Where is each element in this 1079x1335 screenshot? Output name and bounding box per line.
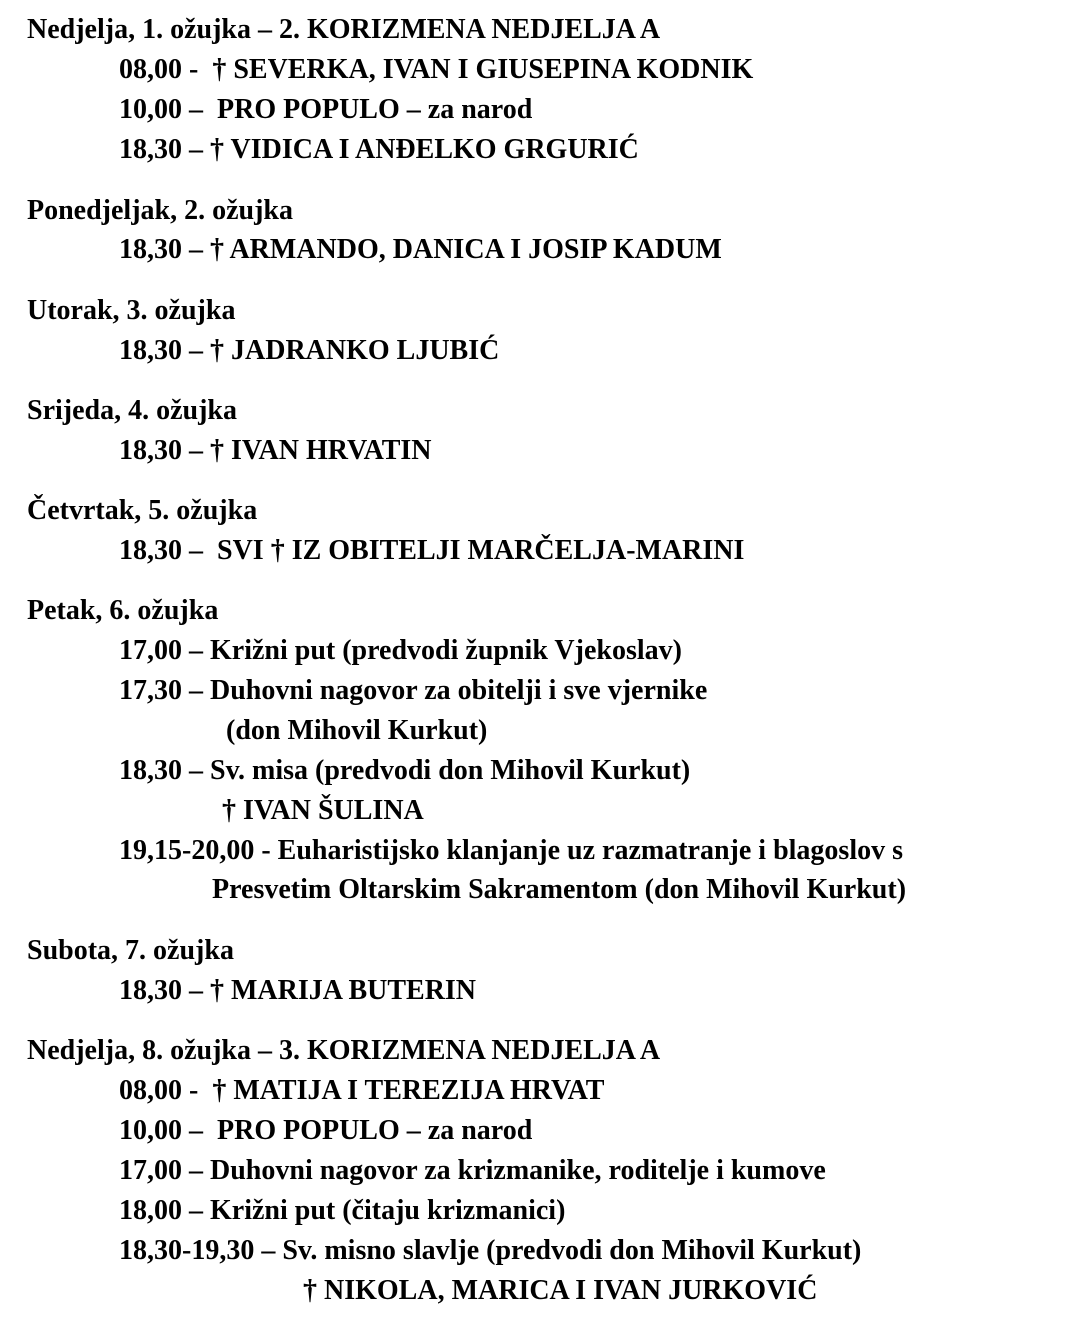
schedule-entry: 10,00 – PRO POPULO – za narod xyxy=(119,1115,533,1146)
day-heading: Četvrtak, 5. ožujka xyxy=(27,495,258,526)
schedule-entry: 18,30 – Sv. misa (predvodi don Mihovil Kurkut) xyxy=(119,755,691,786)
schedule-entry: 19,15-20,00 - Euharistijsko klanjanje uz razmatranje i blagoslov s xyxy=(119,835,903,866)
schedule-entry-continuation: Presvetim Oltarskim Sakramentom (don Mihovil Kurkut) xyxy=(212,874,907,905)
schedule-entry: 18,30 – † ARMANDO, DANICA I JOSIP KADUM xyxy=(119,234,722,265)
schedule-entry: 17,30 – Duhovni nagovor za obitelji i sve vjernike xyxy=(119,675,708,706)
schedule-entry: 17,00 – Duhovni nagovor za krizmanike, roditelje i kumove xyxy=(119,1155,826,1186)
schedule-entry: 18,30 – † VIDICA I ANĐELKO GRGURIĆ xyxy=(119,134,639,165)
schedule-entry-continuation: † NIKOLA, MARICA I IVAN JURKOVIĆ xyxy=(303,1275,818,1306)
day-heading: Subota, 7. ožujka xyxy=(27,935,234,966)
day-heading: Srijeda, 4. ožujka xyxy=(27,395,237,426)
schedule-entry: 18,30-19,30 – Sv. misno slavlje (predvodi don Mihovil Kurkut) xyxy=(119,1235,862,1266)
day-heading: Utorak, 3. ožujka xyxy=(27,295,236,326)
schedule-entry: 18,30 – † JADRANKO LJUBIĆ xyxy=(119,335,500,366)
schedule-entry: 08,00 - † MATIJA I TEREZIJA HRVAT xyxy=(119,1075,605,1106)
schedule-entry: 18,30 – † IVAN HRVATIN xyxy=(119,435,432,466)
schedule-entry-continuation: (don Mihovil Kurkut) xyxy=(226,715,488,746)
schedule-entry: 17,00 – Križni put (predvodi župnik Vjekoslav) xyxy=(119,635,682,666)
schedule-entry: 18,00 – Križni put (čitaju krizmanici) xyxy=(119,1195,566,1226)
schedule-entry: 08,00 - † SEVERKA, IVAN I GIUSEPINA KODNIK xyxy=(119,54,754,85)
day-heading: Nedjelja, 8. ožujka – 3. KORIZMENA NEDJELJA A xyxy=(27,1035,661,1066)
day-heading: Nedjelja, 1. ožujka – 2. KORIZMENA NEDJELJA A xyxy=(27,14,661,45)
schedule-entry: 18,30 – † MARIJA BUTERIN xyxy=(119,975,477,1006)
schedule-entry: 18,30 – SVI † IZ OBITELJI MARČELJA-MARINI xyxy=(119,535,745,566)
schedule-entry-continuation: † IVAN ŠULINA xyxy=(222,795,424,826)
schedule-entry: 10,00 – PRO POPULO – za narod xyxy=(119,94,533,125)
day-heading: Ponedjeljak, 2. ožujka xyxy=(27,195,293,226)
day-heading: Petak, 6. ožujka xyxy=(27,595,219,626)
